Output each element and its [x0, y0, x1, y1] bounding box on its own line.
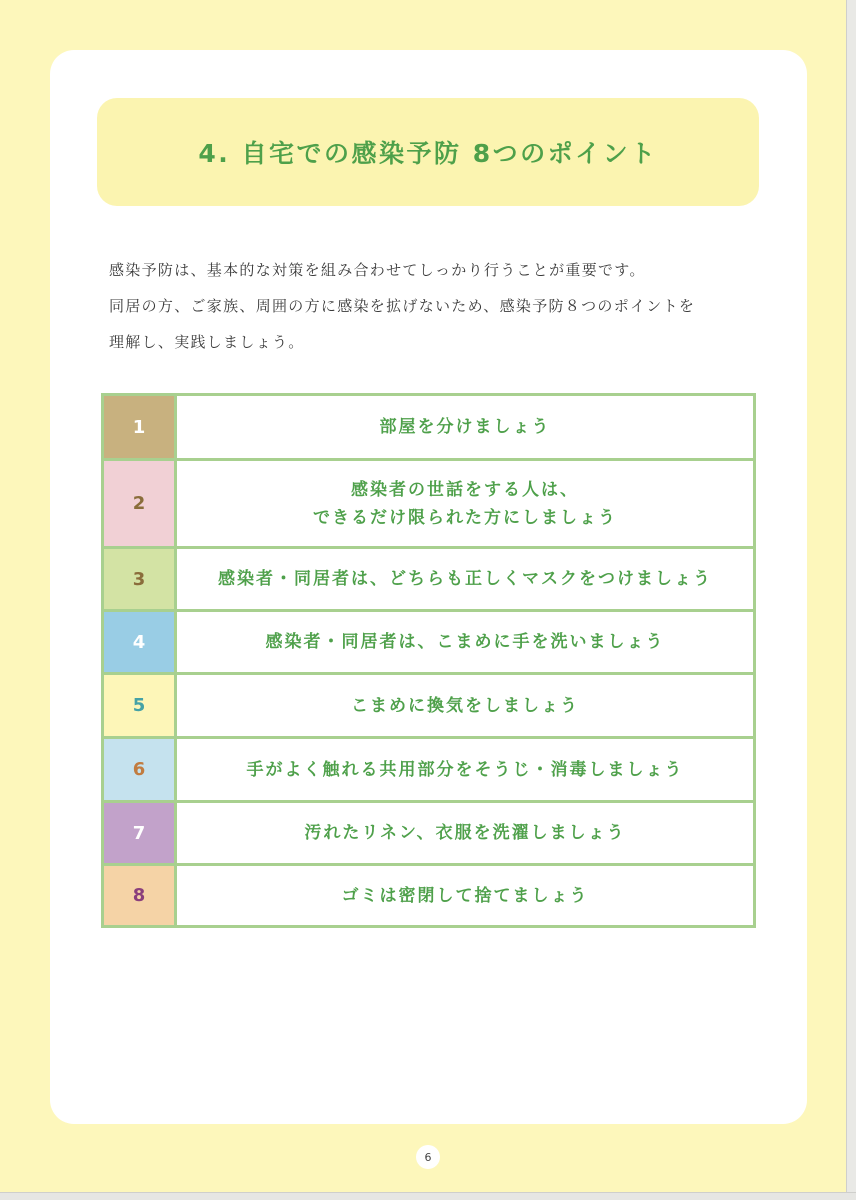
intro-line-2: 同居の方、ご家族、周囲の方に感染を拡げないため、感染予防８つのポイントを: [109, 297, 696, 315]
point-text-6: 手がよく触れる共用部分をそうじ・消毒しましょう: [246, 759, 684, 780]
page-title: 4. 自宅での感染予防 8つのポイント: [198, 139, 658, 168]
point-row-7: [104, 803, 753, 863]
point-text-2-line-1: 感染者の世話をする人は、: [351, 479, 579, 500]
intro-line-1: 感染予防は、基本的な対策を組み合わせてしっかり行うことが重要です。: [109, 261, 646, 279]
intro-line-3: 理解し、実践しましょう。: [109, 333, 305, 351]
point-text-8: ゴミは密閉して捨てましょう: [341, 885, 589, 906]
point-row-8: [104, 866, 753, 925]
point-row-2: [104, 461, 753, 546]
intro-text: [109, 258, 769, 366]
point-text-3: 感染者・同居者は、どちらも正しくマスクをつけましょう: [218, 569, 712, 589]
point-number-3: 3: [104, 549, 174, 609]
points-table: [101, 393, 756, 928]
page-edge-right: [846, 0, 856, 1200]
point-number-6: 6: [104, 739, 174, 800]
point-row-5: [104, 675, 753, 736]
title-banner: [97, 98, 759, 206]
point-row-6: [104, 739, 753, 800]
point-number-7: 7: [104, 803, 174, 863]
point-number-4: 4: [104, 612, 174, 672]
point-text-2-line-2: できるだけ限られた方にしましょう: [313, 507, 617, 528]
point-number-8: 8: [104, 866, 174, 925]
page-number: 6: [416, 1145, 440, 1169]
column-divider: [174, 396, 177, 925]
point-text-2: [177, 461, 753, 546]
point-number-1: 1: [104, 396, 174, 458]
point-text-7: 汚れたリネン、衣服を洗濯しましょう: [304, 823, 626, 843]
point-text-5: こまめに換気をしましょう: [351, 695, 579, 716]
point-row-1: [104, 396, 753, 458]
point-row-4: [104, 612, 753, 672]
point-number-5: 5: [104, 675, 174, 736]
point-text-4: 感染者・同居者は、こまめに手を洗いましょう: [265, 632, 665, 652]
point-text-1: 部屋を分けましょう: [379, 417, 551, 437]
point-row-3: [104, 549, 753, 609]
point-number-2: 2: [104, 461, 174, 546]
page-edge-bottom: [0, 1192, 856, 1200]
